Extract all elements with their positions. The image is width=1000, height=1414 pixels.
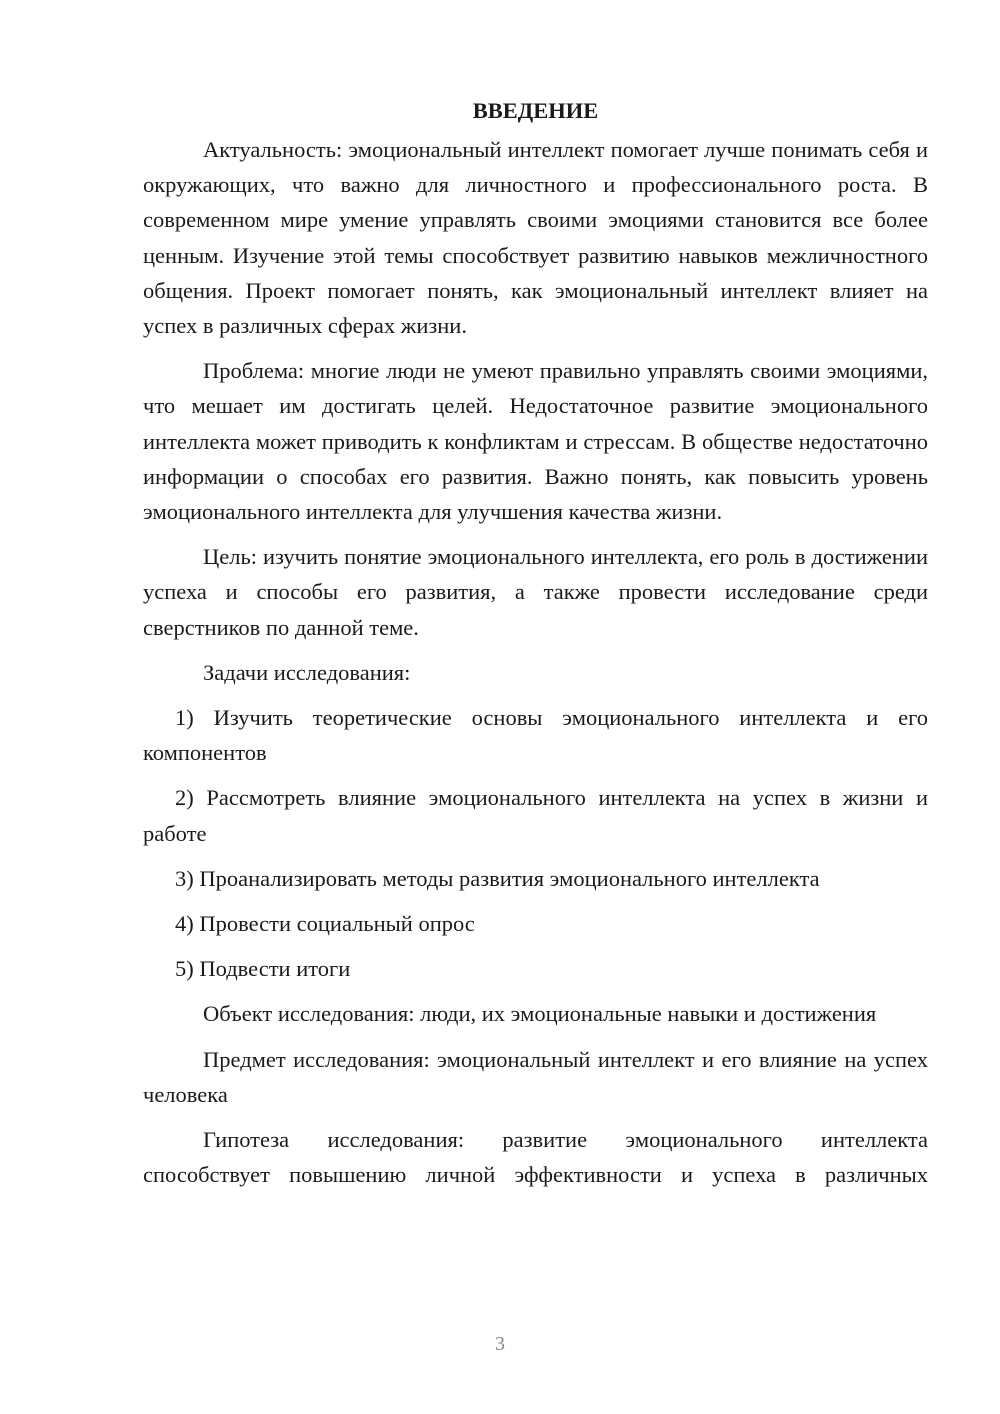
subject-paragraph: Предмет исследования: эмоциональный интеллект и его влияние на успех человека	[143, 1046, 928, 1107]
task-item-1: 1) Изучить теоретические основы эмоционального интеллекта и его компонентов	[143, 705, 928, 766]
page-content	[143, 92, 928, 1202]
task-item-5: 5) Подвести итоги	[175, 956, 351, 982]
problem-paragraph: Проблема: многие люди не умеют правильно управлять своими эмоциями, что мешает им достигать целей. Недостаточное развитие эмоционального интеллекта может приводить к конфликтам и стрессам. В обществе недостаточно информации о способах его развития. Важно понять, как повысить уровень эмоционального интеллекта для улучшения качества жизни.	[143, 358, 928, 525]
object-paragraph: Объект исследования: люди, их эмоциональные навыки и достижения	[203, 1001, 877, 1027]
hypothesis-paragraph: Гипотеза исследования: развитие эмоционального интеллекта способствует повышению личной эффективности и успеха в различных	[143, 1127, 928, 1188]
relevance-paragraph: Актуальность: эмоциональный интеллект помогает лучше понимать себя и окружающих, что важно для личностного и профессионального роста. В современном мире умение управлять своими эмоциями становится все более ценным. Изучение этой темы способствует развитию навыков межличностного общения. Проект помогает понять, как эмоциональный интеллект влияет на успех в различных сферах жизни.	[143, 137, 928, 339]
task-item-3: 3) Проанализировать методы развития эмоционального интеллекта	[175, 865, 820, 891]
page-title: ВВЕДЕНИЕ	[472, 98, 599, 123]
task-item-2: 2) Рассмотреть влияние эмоционального интеллекта на успех в жизни и работе	[143, 785, 928, 846]
page-number: 3	[495, 1333, 505, 1355]
task-item-4: 4) Провести социальный опрос	[175, 911, 475, 937]
tasks-heading: Задачи исследования:	[203, 659, 411, 685]
goal-paragraph: Цель: изучить понятие эмоционального интеллекта, его роль в достижении успеха и способы его развития, а также провести исследование среди сверстников по данной теме.	[143, 544, 928, 640]
